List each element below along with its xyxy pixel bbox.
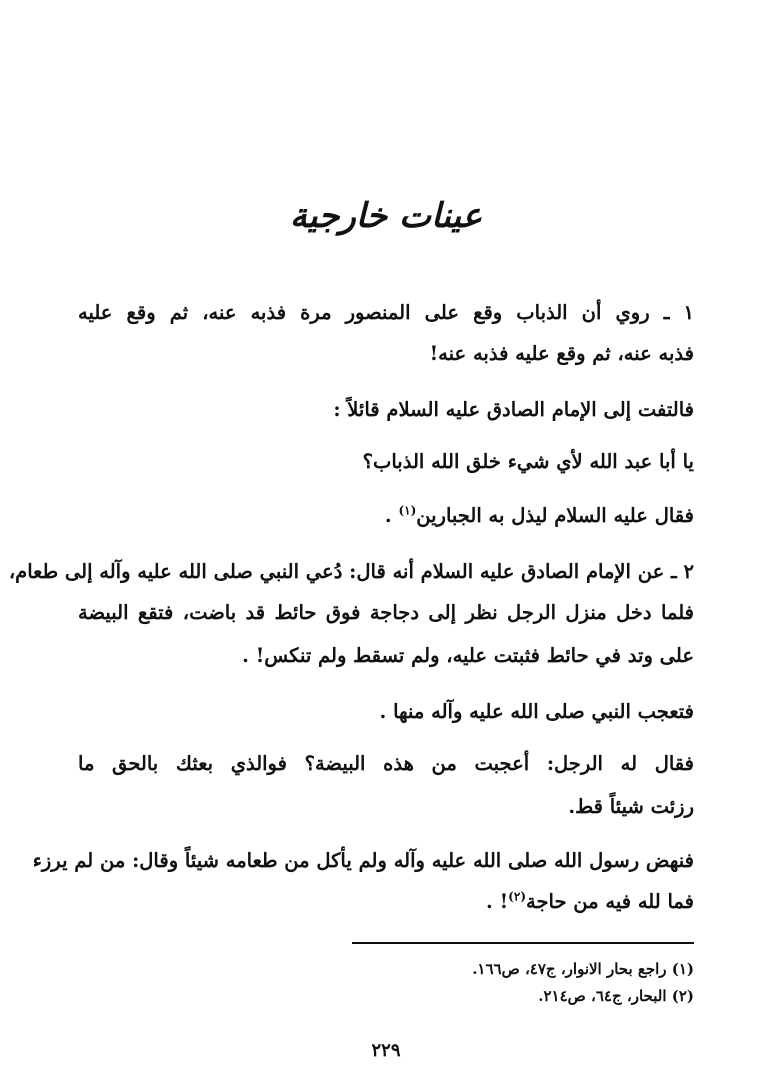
paragraph-3-line-1: يا أبا عبد الله لأي شيء خلق الله الذباب؟ <box>362 450 694 473</box>
paragraph-6-line-1: فتعجب النبي صلى الله عليه وآله منها . <box>379 700 694 723</box>
footnote-2: (٢) البحار، ج٦٤، ص٢١٤. <box>538 987 694 1005</box>
footnote-ref-1: (١) <box>398 503 417 518</box>
paragraph-5-line-2: فلما دخل منزل الرجل نظر إلى دجاجة فوق حائط قد باضت، فتقع البيضة <box>78 601 694 624</box>
footnote-1: (١) راجع بحار الانوار، ج٤٧، ص١٦٦. <box>472 960 694 978</box>
paragraph-1-line-2: فذبه عنه، ثم وقع عليه فذبه عنه! <box>429 342 694 365</box>
paragraph-2-line-1: فالتفت إلى الإمام الصادق عليه السلام قائلاً : <box>333 398 694 421</box>
paragraph-4-text: فقال عليه السلام ليذل به الجبارين <box>416 504 694 527</box>
paragraph-5-line-3: على وتد في حائط فثبتت عليه، ولم تسقط ولم تنكس! . <box>242 644 694 667</box>
paragraph-1-line-1: ١ ـ روي أن الذباب وقع على المنصور مرة فذبه عنه، ثم وقع عليه <box>78 301 694 324</box>
footnote-separator <box>352 942 694 944</box>
paragraph-7-line-1: فقال له الرجل: أعجبت من هذه البيضة؟ فوالذي بعثك بالحق ما <box>78 752 694 775</box>
chapter-title: عينات خارجية <box>289 196 483 236</box>
paragraph-8-line-2 <box>78 887 694 917</box>
paragraph-7-line-2: رزئت شيئاً قط. <box>568 795 694 818</box>
paragraph-4-end: . <box>384 504 399 527</box>
paragraph-8-end: ! . <box>486 890 509 913</box>
paragraph-4-line-1 <box>78 501 694 531</box>
paragraph-5-line-1: ٢ ـ عن الإمام الصادق عليه السلام أنه قال: دُعي النبي صلى الله عليه وآله إلى طعام، <box>8 560 694 583</box>
paragraph-8-line-1: فنهض رسول الله صلى الله عليه وآله ولم يأكل من طعامه شيئاً وقال: من لم يرزء <box>32 849 694 872</box>
paragraph-8-text: فما لله فيه من حاجة <box>526 890 694 913</box>
page-number: ٢٢٩ <box>371 1040 401 1061</box>
footnote-ref-2: (٢) <box>508 889 526 904</box>
